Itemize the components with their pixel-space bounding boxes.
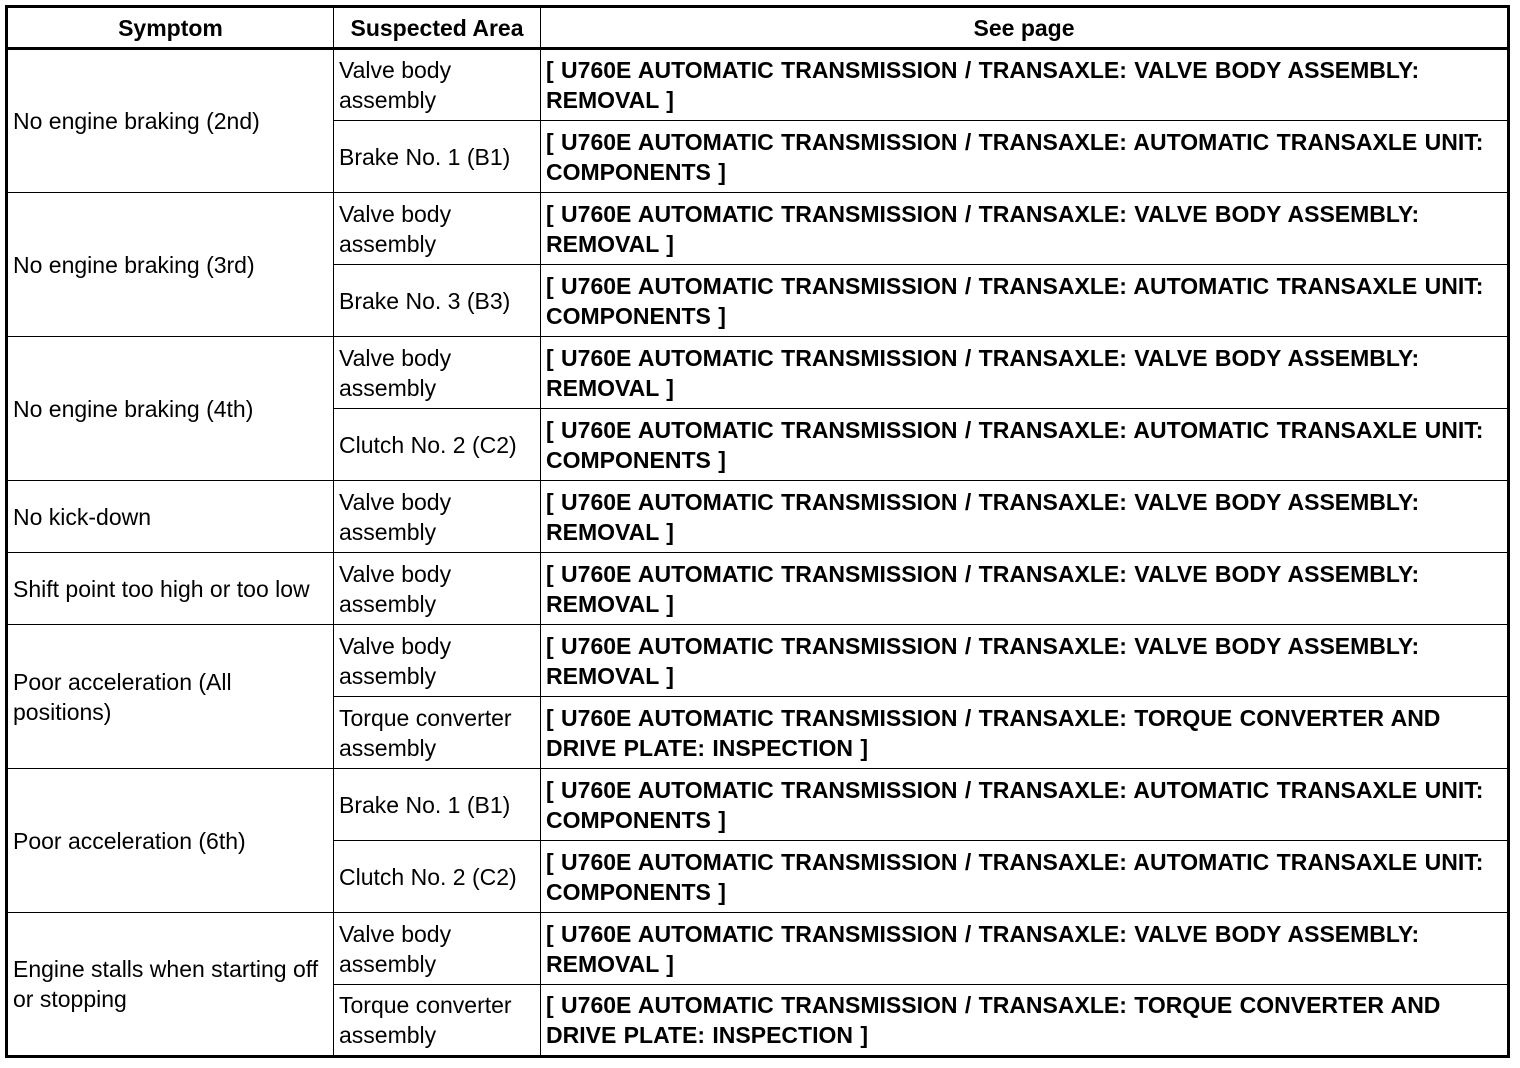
table-wrapper: [5, 5, 1510, 1058]
see-page-link[interactable]: [ U760E AUTOMATIC TRANSMISSION / TRANSAXLE: VALVE BODY ASSEMBLY: REMOVAL ]: [541, 49, 1509, 121]
suspected-area-cell: Brake No. 1 (B1): [334, 769, 541, 841]
header-see-page: See page: [541, 7, 1509, 49]
symptom-cell: No engine braking (2nd): [7, 49, 334, 193]
see-page-link[interactable]: [ U760E AUTOMATIC TRANSMISSION / TRANSAXLE: AUTOMATIC TRANSAXLE UNIT: COMPONENTS ]: [541, 769, 1509, 841]
symptom-cell: No engine braking (3rd): [7, 193, 334, 337]
suspected-area-cell: Brake No. 3 (B3): [334, 265, 541, 337]
table-row: [7, 553, 1509, 625]
see-page-link[interactable]: [ U760E AUTOMATIC TRANSMISSION / TRANSAXLE: VALVE BODY ASSEMBLY: REMOVAL ]: [541, 481, 1509, 553]
see-page-link[interactable]: [ U760E AUTOMATIC TRANSMISSION / TRANSAXLE: VALVE BODY ASSEMBLY: REMOVAL ]: [541, 553, 1509, 625]
suspected-area-cell: Clutch No. 2 (C2): [334, 409, 541, 481]
suspected-area-cell: Valve body assembly: [334, 49, 541, 121]
table-row: [7, 769, 1509, 841]
table-row: [7, 481, 1509, 553]
see-page-link[interactable]: [ U760E AUTOMATIC TRANSMISSION / TRANSAXLE: AUTOMATIC TRANSAXLE UNIT: COMPONENTS ]: [541, 265, 1509, 337]
see-page-link[interactable]: [ U760E AUTOMATIC TRANSMISSION / TRANSAXLE: TORQUE CONVERTER AND DRIVE PLATE: INSPECTION ]: [541, 697, 1509, 769]
header-suspected-area: Suspected Area: [334, 7, 541, 49]
symptom-cell: Poor acceleration (6th): [7, 769, 334, 913]
see-page-link[interactable]: [ U760E AUTOMATIC TRANSMISSION / TRANSAXLE: VALVE BODY ASSEMBLY: REMOVAL ]: [541, 625, 1509, 697]
table-row: [7, 625, 1509, 697]
table-row: [7, 337, 1509, 409]
suspected-area-cell: Valve body assembly: [334, 553, 541, 625]
see-page-link[interactable]: [ U760E AUTOMATIC TRANSMISSION / TRANSAXLE: AUTOMATIC TRANSAXLE UNIT: COMPONENTS ]: [541, 121, 1509, 193]
table-row: [7, 49, 1509, 121]
suspected-area-cell: Valve body assembly: [334, 193, 541, 265]
suspected-area-cell: Valve body assembly: [334, 625, 541, 697]
symptom-cell: Poor acceleration (All positions): [7, 625, 334, 769]
suspected-area-cell: Clutch No. 2 (C2): [334, 841, 541, 913]
suspected-area-cell: Torque converter assembly: [334, 697, 541, 769]
table-row: [7, 913, 1509, 985]
header-row: [7, 7, 1509, 49]
see-page-link[interactable]: [ U760E AUTOMATIC TRANSMISSION / TRANSAXLE: VALVE BODY ASSEMBLY: REMOVAL ]: [541, 193, 1509, 265]
symptom-cell: Engine stalls when starting off or stopping: [7, 913, 334, 1057]
header-symptom: Symptom: [7, 7, 334, 49]
suspected-area-cell: Valve body assembly: [334, 337, 541, 409]
see-page-link[interactable]: [ U760E AUTOMATIC TRANSMISSION / TRANSAXLE: VALVE BODY ASSEMBLY: REMOVAL ]: [541, 337, 1509, 409]
see-page-link[interactable]: [ U760E AUTOMATIC TRANSMISSION / TRANSAXLE: VALVE BODY ASSEMBLY: REMOVAL ]: [541, 913, 1509, 985]
see-page-link[interactable]: [ U760E AUTOMATIC TRANSMISSION / TRANSAXLE: AUTOMATIC TRANSAXLE UNIT: COMPONENTS ]: [541, 841, 1509, 913]
see-page-link[interactable]: [ U760E AUTOMATIC TRANSMISSION / TRANSAXLE: TORQUE CONVERTER AND DRIVE PLATE: INSPECTION ]: [541, 985, 1509, 1057]
suspected-area-cell: Valve body assembly: [334, 913, 541, 985]
suspected-area-cell: Brake No. 1 (B1): [334, 121, 541, 193]
see-page-link[interactable]: [ U760E AUTOMATIC TRANSMISSION / TRANSAXLE: AUTOMATIC TRANSAXLE UNIT: COMPONENTS ]: [541, 409, 1509, 481]
suspected-area-cell: Torque converter assembly: [334, 985, 541, 1057]
table-row: [7, 193, 1509, 265]
suspected-area-cell: Valve body assembly: [334, 481, 541, 553]
symptom-cell: No kick-down: [7, 481, 334, 553]
symptom-table: [5, 5, 1510, 1058]
symptom-cell: No engine braking (4th): [7, 337, 334, 481]
symptom-cell: Shift point too high or too low: [7, 553, 334, 625]
